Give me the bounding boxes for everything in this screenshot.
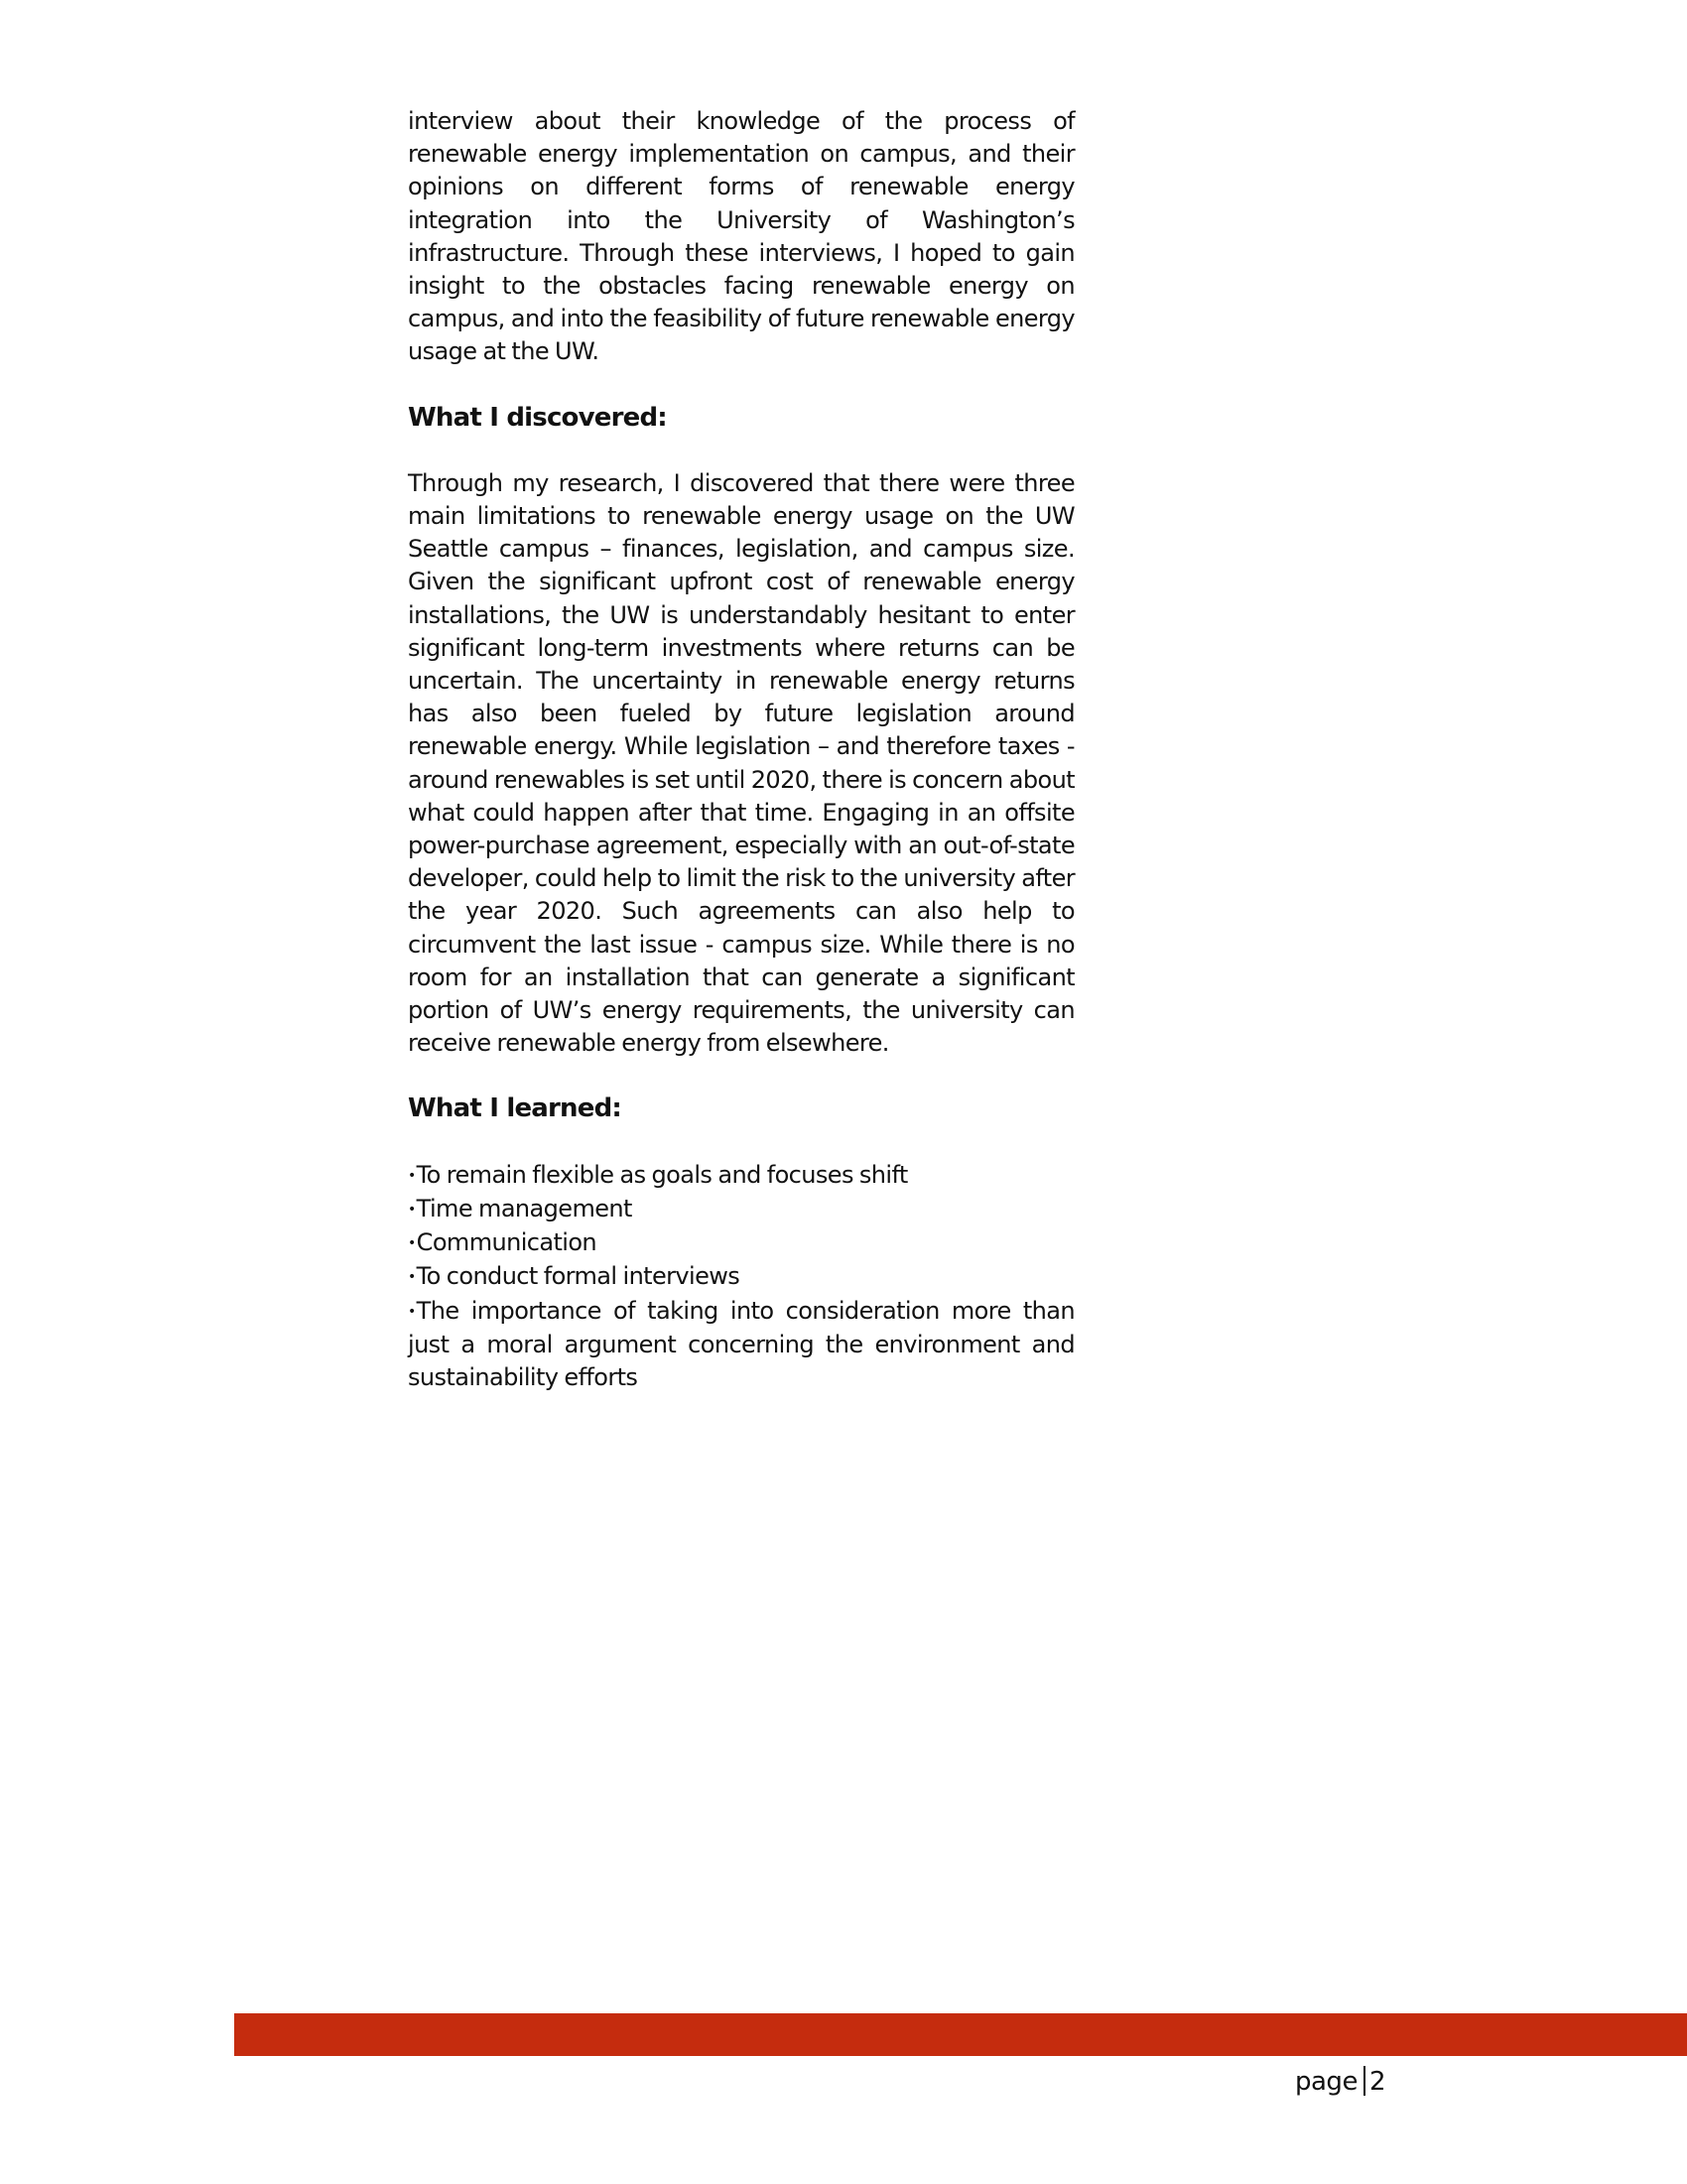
discovered-heading: What I discovered: [408,402,667,433]
list-item [408,1260,1075,1294]
list-item-text: Communication [416,1228,597,1257]
bullet-icon: • [408,1269,416,1286]
bullet-icon: • [408,1303,416,1320]
intro-paragraph: interview about their knowledge of the process of renewable energy implementation on campus, and their opinions on different forms of renewable energy integration into the University of Washington’s infrastructure. Through these interviews, I hoped to gain insight to the obstacles facing renewable energy on campus, and into the feasibility of future renewable energy usage at the UW. [408,107,1075,366]
page-separator [1363,2066,1365,2096]
list-item-text: To remain flexible as goals and focuses shift [416,1160,908,1189]
page-word: page [1295,2067,1358,2097]
article-column [408,105,1075,1394]
discovered-paragraph: Through my research, I discovered that there were three main limitations to renewable energy usage on the UW Seattle campus – finances, legislation, and campus size. Given the significant upfront cost of renewable energy installations, the UW is understandably hesitant to enter significant long-term investments where returns can be uncertain. The uncertainty in renewable energy returns has also been fueled by future legislation around renewable energy. While legislation – and therefore taxes - around renewables is set until 2020, there is concern about what could happen after that time. Engaging in an offsite power-purchase agreement, especially with an out-of-state developer, could help to limit the risk to the university after the year 2020. Such agreements can also help to circumvent the last issue - campus size. While there is no room for an installation that can generate a significant portion of UW’s energy requirements, the university can receive renewable energy from elsewhere. [408,468,1075,1058]
list-item [408,1193,1075,1226]
learned-list [408,1159,1075,1394]
page-number-value: 2 [1368,2067,1385,2097]
list-item [408,1295,1075,1395]
bullet-icon: • [408,1235,416,1252]
bullet-icon: • [408,1167,416,1184]
list-item [408,1226,1075,1260]
bullet-icon: • [408,1201,416,1218]
list-item-text: Time management [416,1194,632,1222]
learned-heading: What I learned: [408,1093,622,1124]
list-item [408,1159,1075,1193]
list-item-text: To conduct formal interviews [416,1262,740,1291]
page-number [1295,2066,1385,2098]
footer-accent-bar [234,2013,1687,2056]
list-item-text: The importance of taking into consideration more than just a moral argument concerning the environment and sustainability efforts [408,1296,1075,1391]
